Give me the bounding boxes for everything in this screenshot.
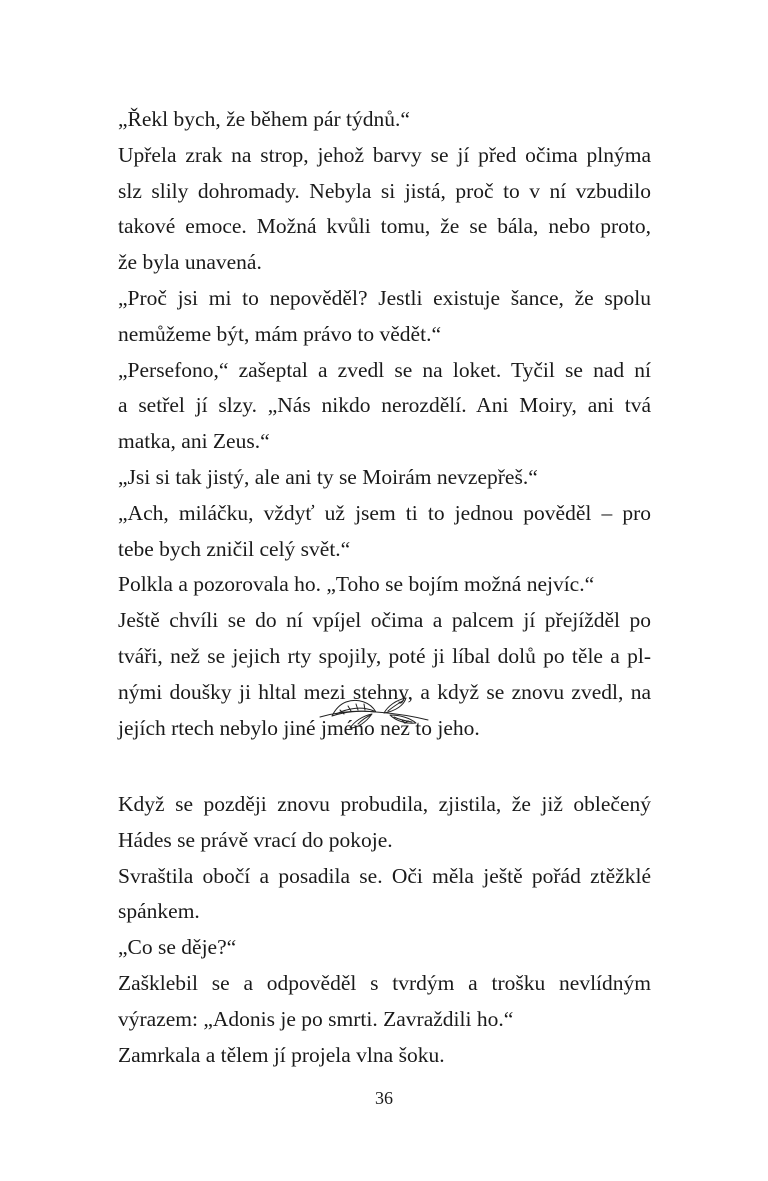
text-line: slz slily dohromady. Nebyla si jistá, proč to v ní vzbudilo — [118, 178, 651, 203]
bottom-paragraph — [118, 1038, 651, 1074]
top-paragraph — [118, 460, 651, 496]
text-line: „Ach, miláčku, vždyť už jsem ti to jednou pověděl – pro — [118, 500, 651, 525]
text-line: matka, ani Zeus.“ — [118, 429, 270, 454]
leaf-branch-icon — [318, 690, 430, 738]
text-line: tebe bych zničil celý svět.“ — [118, 536, 351, 561]
text-line: že byla unavená. — [118, 250, 262, 275]
top-paragraph — [118, 496, 651, 568]
text-line: Zašklebil se a odpověděl s tvrdým a trošku nevlídným — [118, 970, 651, 995]
bottom-paragraph — [118, 787, 651, 859]
text-line: tváři, než se jejich rty spojily, poté ji líbal dolů po těle a pl- — [118, 643, 651, 668]
text-line: „Jsi si tak jistý, ale ani ty se Moirám nevzepřeš.“ — [118, 464, 538, 489]
bottom-paragraph — [118, 930, 651, 966]
text-line: jejích rtech nebylo jiné jméno než to jeho. — [118, 715, 480, 740]
top-paragraph — [118, 353, 651, 460]
text-line: Upřela zrak na strop, jehož barvy se jí před očima plnýma — [118, 142, 651, 167]
text-section-bottom — [118, 787, 651, 1073]
top-paragraph — [118, 281, 651, 353]
text-line: „Řekl bych, že během pár týdnů.“ — [118, 107, 410, 131]
text-line: Ještě chvíli se do ní vpíjel očima a palcem jí přejížděl po — [118, 608, 651, 633]
bottom-paragraph — [118, 859, 651, 931]
text-line: „Co se děje?“ — [118, 935, 237, 960]
text-section-top — [118, 102, 651, 746]
page-number: 36 — [375, 1088, 393, 1108]
text-line: spánkem. — [118, 899, 200, 924]
text-line: „Persefono,“ zašeptal a zvedl se na loket. Tyčil se nad ní — [118, 357, 651, 382]
bottom-paragraph — [118, 966, 651, 1038]
top-paragraph — [118, 102, 651, 138]
top-paragraph — [118, 567, 651, 603]
text-line: Polkla a pozorovala ho. „Toho se bojím možná nejvíc.“ — [118, 572, 595, 597]
text-line: „Proč jsi mi to nepověděl? Jestli existuje šance, že spolu — [118, 285, 651, 310]
top-paragraph — [118, 138, 651, 281]
text-line: Zamrkala a tělem jí projela vlna šoku. — [118, 1042, 445, 1067]
text-line: takové emoce. Možná kvůli tomu, že se bála, nebo proto, — [118, 214, 651, 239]
text-line: Svraštila obočí a posadila se. Oči měla ještě pořád ztěžklé — [118, 863, 651, 888]
text-line: a setřel jí slzy. „Nás nikdo nerozdělí. Ani Moiry, ani tvá — [118, 393, 651, 418]
text-line: nemůžeme být, mám právo to vědět.“ — [118, 321, 441, 346]
text-line: výrazem: „Adonis je po smrti. Zavraždili ho.“ — [118, 1006, 514, 1031]
text-line: nými doušky ji hltal mezi stehny, a když se znovu zvedl, na — [118, 679, 651, 704]
text-line: Když se později znovu probudila, zjistila, že již oblečený — [118, 792, 651, 816]
text-line: Hádes se právě vrací do pokoje. — [118, 827, 393, 852]
